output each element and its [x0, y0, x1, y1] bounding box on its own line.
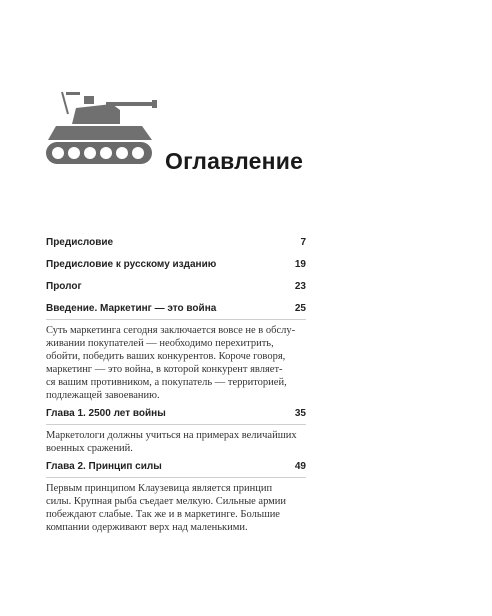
toc-entry-page: 7: [300, 237, 306, 248]
toc-entry[interactable]: [46, 407, 306, 429]
description-line: подлежащей завоеванию.: [46, 390, 160, 401]
toc-entry[interactable]: [46, 280, 306, 302]
toc-entry-page: 23: [294, 281, 306, 292]
toc-entry-page: 49: [294, 461, 306, 472]
toc-entry[interactable]: [46, 460, 306, 482]
toc-entry-title: Предисловие: [46, 237, 114, 248]
toc-entry-page: 19: [294, 259, 306, 270]
toc-entry-description: [46, 324, 308, 402]
toc-entry[interactable]: [46, 236, 306, 258]
description-line: Суть маркетинга сегодня заключается вовсе не в обслу-: [46, 325, 296, 336]
toc-entry[interactable]: [46, 302, 306, 324]
toc-entry-page: 35: [294, 408, 306, 419]
description-line: Первым принципом Клаузевица является принцип: [46, 483, 273, 494]
toc-entry-page: 25: [294, 303, 306, 314]
page-title: Оглавление: [165, 148, 304, 174]
description-line: побеждают слабые. Так же и в маркетинге. Большие: [46, 509, 280, 520]
description-line: силы. Крупная рыба съедает мелкую. Сильные армии: [46, 496, 287, 507]
description-line: ся вашим противником, а покупатель — территорией,: [46, 377, 287, 388]
toc-entry-title: Глава 2. Принцип силы: [46, 461, 162, 472]
toc-entry[interactable]: [46, 258, 306, 280]
toc-entry-title: Предисловие к русскому изданию: [46, 259, 217, 270]
toc-entry-title: Введение. Маркетинг — это война: [46, 303, 217, 314]
toc-entry-title: Пролог: [46, 281, 82, 292]
tank-icon: [42, 88, 162, 170]
description-line: Маркетологи должны учиться на примерах величайших: [46, 430, 297, 441]
description-line: обойти, победить ваших конкурентов. Короче говоря,: [46, 351, 286, 362]
description-line: маркетинг — это война, в которой конкурент являет-: [46, 364, 283, 375]
toc-entry-description: [46, 482, 308, 534]
description-line: живании покупателей — необходимо перехитрить,: [46, 338, 274, 349]
toc-entry-description: [46, 429, 308, 455]
description-line: военных сражений.: [46, 443, 133, 454]
description-line: компании одерживают верх над маленькими.: [46, 522, 248, 533]
table-of-contents: [46, 236, 306, 539]
toc-entry-title: Глава 1. 2500 лет войны: [46, 408, 166, 419]
